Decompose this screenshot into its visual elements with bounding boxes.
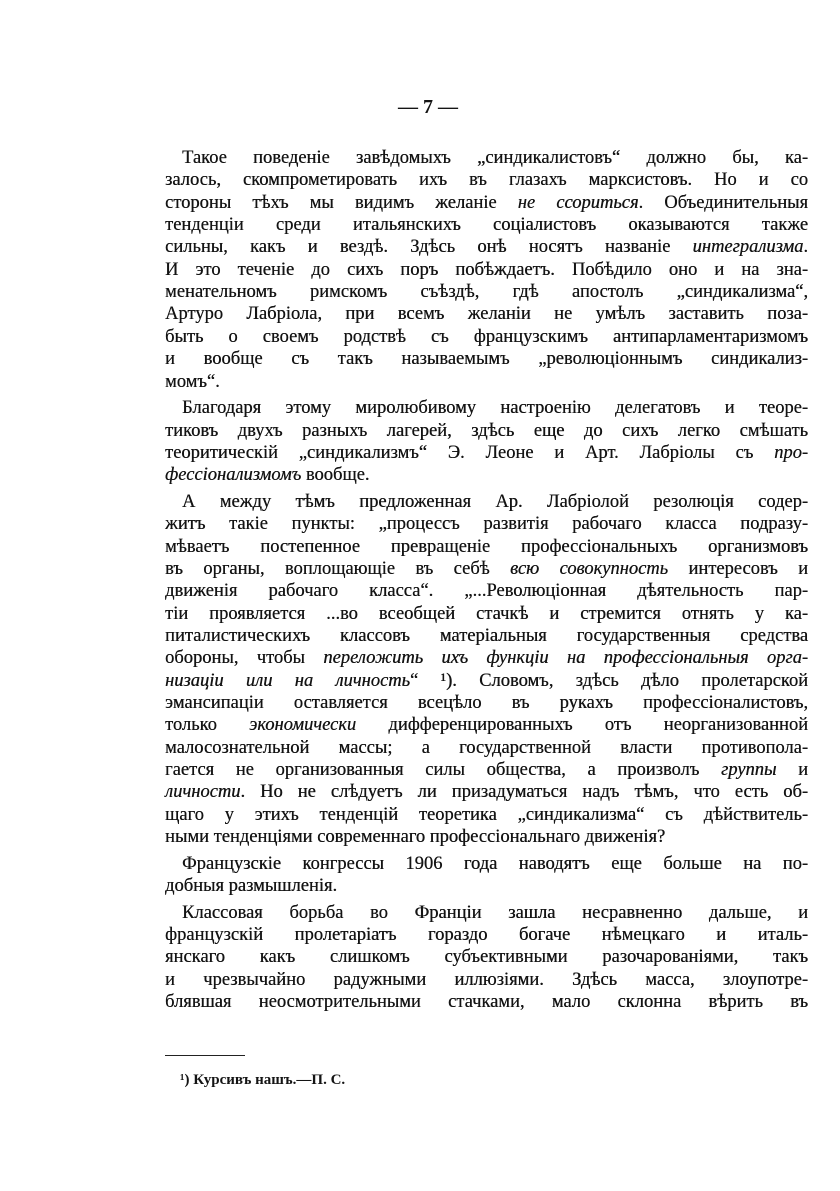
text-line: [165, 969, 808, 992]
text-line: [182, 397, 808, 420]
text-segment: движенія рабочаго класса“. „...Революціонная дѣятельность пар-: [165, 581, 808, 602]
text-segment: быть о своемъ родствѣ съ французскимъ антипарламентаризмомъ: [165, 326, 808, 347]
italic-emphasis: экономически: [249, 715, 357, 736]
text-segment: блявшая неосмотрительными стачками, мало склонна вѣрить въ: [165, 992, 808, 1013]
text-line: [165, 558, 808, 581]
text-line: [182, 853, 808, 876]
text-line: [165, 875, 808, 898]
text-line: [165, 326, 808, 349]
text-line: [165, 714, 808, 737]
text-line: [182, 491, 808, 514]
text-segment: въ органы, воплощающіе въ себѣ: [165, 558, 511, 579]
text-segment: менательномъ римскомъ съѣздѣ, гдѣ апостолъ „синдикализма“,: [165, 282, 808, 303]
text-segment: момъ“.: [165, 371, 220, 392]
text-segment: гается не организованныя силы общества, а произволъ: [165, 760, 721, 781]
text-segment: тенденціи среди итальянскихъ соціалистовъ оказываются также: [165, 215, 808, 236]
text-segment: вообще.: [301, 465, 370, 486]
text-line: [165, 214, 808, 237]
text-line: [182, 902, 808, 925]
text-segment: Такое поведеніе завѣдомыхъ „синдикалистовъ“ должно бы, ка-: [182, 148, 808, 168]
text-line: [165, 781, 808, 804]
text-line: [165, 670, 808, 693]
text-segment: питалистическихъ классовъ матеріальныя государственныя средства: [165, 625, 808, 646]
text-segment: теоритическій „синдикализмъ“ Э. Леоне и Арт. Лабріолы съ: [165, 442, 775, 463]
text-segment: Классовая борьба во Франціи зашла несравненно дальше, и: [182, 902, 808, 923]
text-segment: и чрезвычайно радужными иллюзіями. Здѣсь масса, злоупотре-: [165, 969, 808, 990]
text-segment: сильны, какъ и вездѣ. Здѣсь онѣ носятъ названіе: [165, 237, 693, 258]
text-line: [182, 147, 808, 170]
page-number: — 7 —: [398, 96, 458, 118]
text-line: [165, 759, 808, 782]
text-segment: И это теченіе до сихъ поръ побѣждаетъ. Побѣдило оно и на зна-: [165, 259, 808, 280]
text-segment: мѣваетъ постепенное превращеніе профессіональныхъ организмовъ: [165, 536, 808, 557]
text-line: [165, 420, 808, 443]
text-segment: “ ¹). Словомъ, здѣсь дѣло пролетарской: [409, 670, 808, 691]
text-line: [165, 259, 808, 282]
text-segment: дифференцированныхъ отъ неорганизованной: [356, 715, 808, 736]
text-segment: тіи проявляется ...во всеобщей стачкѣ и стремится отнять у ка-: [165, 603, 808, 624]
text-line: [165, 924, 808, 947]
text-segment: А между тѣмъ предложенная Ар. Лабріолой резолюція содер-: [182, 491, 808, 512]
text-segment: обороны, чтобы: [165, 648, 324, 669]
italic-emphasis: не ссориться: [517, 192, 639, 213]
text-segment: только: [165, 715, 250, 736]
text-line: [165, 580, 808, 603]
italic-emphasis: про-: [774, 442, 808, 463]
text-line: [165, 625, 808, 648]
text-line: [165, 737, 808, 760]
text-segment: . Но не слѣдуетъ ли призадуматься надъ тѣмъ, что есть об-: [240, 782, 808, 803]
text-line: [165, 603, 808, 626]
text-line: [165, 692, 808, 715]
text-segment: . Объединительныя: [638, 192, 808, 213]
text-line: [165, 281, 808, 304]
text-segment: и вообще съ такъ называемымъ „революціоннымъ синдикализ-: [165, 349, 808, 370]
text-line: [165, 826, 808, 849]
text-segment: щаго у этихъ тенденцій теоретика „синдикализма“ съ дѣйствитель-: [165, 804, 808, 825]
text-segment: тиковъ двухъ разныхъ лагерей, здѣсь еще до сихъ легко смѣшать: [165, 420, 808, 441]
text-line: [165, 946, 808, 969]
text-segment: и: [776, 760, 808, 781]
text-segment: Французскіе конгрессы 1906 года наводятъ еще больше на по-: [182, 853, 808, 874]
text-segment: янскаго какъ слишкомъ субъективными разочарованіями, такъ: [165, 947, 808, 968]
text-line: [165, 464, 808, 487]
text-segment: французскій пролетаріатъ гораздо богаче нѣмецкаго и италь-: [165, 925, 808, 946]
text-segment: Артуро Лабріола, при всемъ желаніи не умѣлъ заставить поза-: [165, 304, 808, 325]
footnote-rule: [165, 1055, 245, 1056]
italic-emphasis: переложить ихъ функціи на профессіональныя орга-: [323, 648, 808, 669]
text-segment: .: [803, 237, 808, 258]
text-segment: интересовъ и: [668, 558, 808, 579]
text-segment: малосознательной массы; а государственной власти противопола-: [165, 737, 808, 758]
text-line: [165, 647, 808, 670]
text-segment: ными тенденціями современнаго профессіональнаго движенія?: [165, 827, 666, 848]
text-line: [165, 192, 808, 215]
text-line: [165, 442, 808, 465]
text-segment: Благодаря этому миролюбивому настроенію делегатовъ и теоре-: [182, 398, 808, 419]
italic-emphasis: фессіонализмомъ: [165, 465, 302, 486]
text-segment: залось, скомпрометировать ихъ въ глазахъ марксистовъ. Но и со: [165, 170, 808, 191]
text-line: [165, 169, 808, 192]
text-line: [165, 513, 808, 536]
text-segment: стороны тѣхъ мы видимъ желаніе: [165, 192, 518, 213]
text-segment: житъ такіе пункты: „процессъ развитія рабочаго класса подразу-: [165, 514, 808, 535]
italic-emphasis: группы: [720, 760, 777, 781]
text-segment: добныя размышленія.: [165, 876, 338, 897]
italic-emphasis: низаціи или на личность: [165, 670, 410, 691]
text-line: [165, 303, 808, 326]
text-segment: эмансипаціи оставляется всецѣло въ рукахъ профессіоналистовъ,: [165, 693, 808, 713]
text-line: [165, 236, 808, 259]
text-line: [165, 536, 808, 559]
text-line: [165, 804, 808, 827]
italic-emphasis: интегрализма: [692, 237, 804, 258]
text-line: [165, 348, 808, 371]
text-line: [165, 371, 808, 394]
text-line: [165, 991, 808, 1014]
italic-emphasis: личности: [165, 782, 241, 803]
italic-emphasis: всю совокупность: [510, 558, 669, 579]
footnote: ¹) Курсивъ нашъ.—П. С.: [180, 1072, 346, 1088]
